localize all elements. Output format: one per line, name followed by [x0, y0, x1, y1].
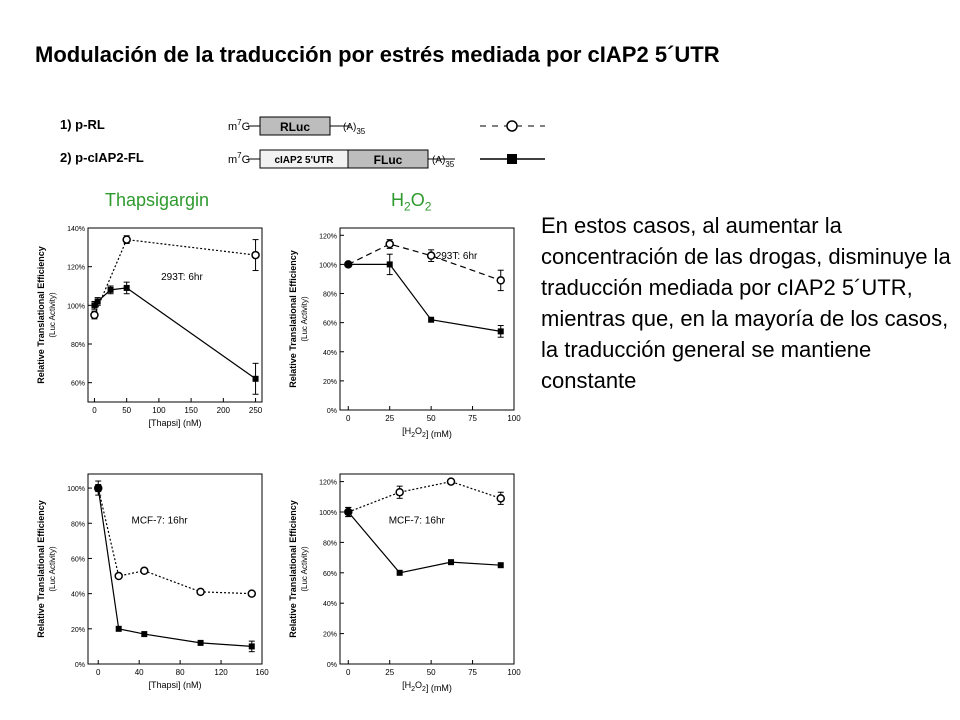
data-point-p-ciap2-fl — [124, 285, 130, 291]
y-tick-label: 80% — [70, 342, 85, 349]
x-tick-label: 100 — [152, 406, 166, 415]
data-point-p-rl — [497, 277, 504, 284]
data-point-p-ciap2-fl — [498, 328, 504, 334]
series-line-p-rl — [348, 244, 500, 280]
y-axis-label: Relative Translational Efficiency — [288, 250, 298, 388]
condition-label-thapsigargin: Thapsigargin — [105, 190, 210, 210]
y-tick-label: 40% — [322, 349, 337, 357]
y-tick-label: 60% — [322, 570, 337, 578]
open-circle-legend-icon — [507, 121, 517, 131]
data-point-p-rl — [123, 236, 130, 243]
y-tick-label: 20% — [322, 378, 337, 386]
body-text: En estos casos, al aumentar la concentración de las drogas, disminuye la traducción mediada por cIAP2 5´UTR, mientras que, en la mayoría de los casos, la traducción general se mantiene constante — [541, 213, 951, 393]
data-point-p-ciap2-fl — [498, 562, 504, 568]
x-tick-label: 0 — [92, 406, 97, 415]
x-tick-label: 100 — [507, 668, 521, 677]
y-axis-label: Relative Translational Efficiency — [36, 500, 46, 638]
data-point-p-ciap2-fl — [108, 287, 114, 293]
y-tick-label: 20% — [322, 631, 337, 639]
series-annotation: MCF-7: 16hr — [131, 515, 188, 527]
filled-square-legend-icon — [507, 154, 517, 164]
y-tick-label: 0% — [326, 408, 337, 415]
x-tick-label: 200 — [216, 406, 231, 415]
data-point-p-rl — [248, 590, 255, 597]
data-point-p-rl — [197, 588, 204, 595]
construct-diagram — [60, 110, 560, 180]
data-point-p-rl — [396, 489, 403, 496]
y-axis-sublabel: (Luc Activity) — [300, 296, 309, 342]
data-point-p-ciap2-fl — [116, 626, 122, 632]
construct-2-cap: $m^7G$ — [228, 151, 251, 166]
y-tick-label: 80% — [70, 521, 85, 529]
data-point-p-ciap2-fl — [387, 261, 393, 267]
y-tick-label: 100% — [67, 486, 85, 494]
data-point-p-ciap2-fl — [141, 631, 147, 637]
x-tick-label: 250 — [248, 406, 263, 415]
data-point-p-rl — [448, 478, 455, 485]
data-point-p-rl — [115, 573, 122, 580]
data-point-p-ciap2-fl — [95, 485, 101, 491]
x-axis-label: $[H_2O_2]$ (mM) — [402, 680, 452, 693]
data-point-p-rl — [497, 495, 504, 502]
x-tick-label: 100 — [507, 414, 521, 423]
y-tick-label: 140% — [67, 226, 85, 233]
chart-panel-thapsi-293t — [30, 220, 270, 436]
plot-frame — [88, 474, 262, 664]
series-line-p-ciap2-fl — [348, 264, 500, 331]
data-point-p-rl — [141, 567, 148, 574]
x-tick-label: 75 — [468, 414, 478, 423]
y-axis-sublabel: (Luc Activity) — [48, 546, 57, 592]
x-tick-label: 150 — [184, 406, 198, 415]
y-tick-label: 60% — [70, 556, 85, 564]
y-tick-label: 80% — [322, 540, 337, 548]
x-axis-label: [Thapsi] (nM) — [148, 418, 202, 428]
data-point-p-ciap2-fl — [345, 509, 351, 515]
x-tick-label: 160 — [255, 668, 269, 677]
series-line-p-rl — [348, 482, 500, 512]
slide-title: Modulación de la traducción por estrés mediada por cIAP2 5´UTR — [35, 42, 720, 67]
data-point-p-ciap2-fl — [448, 559, 454, 565]
construct-2-label: 2) p-cIAP2-FL — [60, 150, 144, 165]
data-point-p-ciap2-fl — [345, 261, 351, 267]
x-tick-label: 75 — [468, 668, 478, 677]
data-point-p-ciap2-fl — [428, 317, 434, 323]
y-axis-label: Relative Translational Efficiency — [36, 246, 46, 384]
y-tick-label: 120% — [67, 264, 85, 272]
series-annotation: MCF-7: 16hr — [388, 515, 445, 527]
y-axis-sublabel: (Luc Activity) — [300, 546, 309, 592]
plot-frame — [340, 474, 514, 664]
data-point-p-ciap2-fl — [249, 643, 255, 649]
data-point-p-ciap2-fl — [198, 640, 204, 646]
x-axis-label: $[H_2O_2]$ (mM) — [402, 426, 452, 439]
data-point-p-rl — [91, 312, 98, 319]
chart-panel-thapsi-mcf7 — [30, 466, 270, 698]
data-point-p-rl — [428, 252, 435, 259]
y-axis-sublabel: (Luc Activity) — [48, 292, 57, 338]
construct-1-label: 1) p-RL — [60, 117, 105, 132]
y-tick-label: 0% — [74, 662, 85, 669]
y-tick-label: 120% — [319, 479, 337, 487]
y-tick-label: 60% — [322, 320, 337, 328]
y-tick-label: 40% — [70, 591, 85, 599]
construct-1-tail: $(A)_{35}$ — [343, 122, 366, 136]
construct-1-cap: $m^7G$ — [228, 118, 251, 133]
series-annotation: 293T: 6hr — [161, 272, 203, 284]
x-tick-label: 25 — [385, 414, 395, 423]
y-tick-label: 120% — [319, 233, 337, 241]
y-tick-label: 80% — [322, 291, 337, 299]
plot-frame — [88, 228, 262, 402]
series-annotation: 293T: 6hr — [435, 250, 478, 262]
y-tick-label: 100% — [319, 262, 337, 270]
series-line-p-ciap2-fl — [94, 288, 255, 379]
y-axis-label: Relative Translational Efficiency — [288, 500, 298, 638]
x-tick-label: 120 — [214, 668, 228, 677]
chart-panel-h2o2-293t — [282, 220, 522, 444]
y-tick-label: 60% — [70, 380, 85, 388]
x-tick-label: 0 — [346, 668, 351, 677]
x-tick-label: 50 — [426, 668, 436, 677]
data-point-p-rl — [386, 241, 393, 248]
y-tick-label: 20% — [70, 626, 85, 634]
y-tick-label: 40% — [322, 601, 337, 609]
data-point-p-ciap2-fl — [397, 570, 403, 576]
x-tick-label: 0 — [96, 668, 101, 677]
chart-panel-h2o2-mcf7 — [282, 466, 522, 698]
x-axis-label: [Thapsi] (nM) — [148, 680, 202, 690]
x-tick-label: 40 — [134, 668, 144, 677]
x-tick-label: 0 — [346, 414, 351, 423]
y-tick-label: 100% — [67, 303, 85, 311]
construct-2-tail: $(A)_{35}$ — [432, 155, 455, 169]
data-point-p-rl — [252, 252, 259, 259]
data-point-p-ciap2-fl — [95, 298, 101, 304]
construct-2-box-label: FLuc — [373, 153, 403, 167]
construct-2-utr-label: cIAP2 5'UTR — [274, 155, 334, 166]
y-tick-label: 0% — [326, 662, 337, 669]
data-point-p-ciap2-fl — [253, 376, 259, 382]
y-tick-label: 100% — [319, 510, 337, 517]
construct-1-box-label: RLuc — [280, 120, 310, 134]
x-tick-label: 80 — [175, 668, 185, 677]
x-tick-label: 25 — [385, 668, 395, 677]
series-line-p-ciap2-fl — [98, 488, 252, 646]
x-tick-label: 50 — [426, 414, 436, 423]
x-tick-label: 50 — [122, 406, 132, 415]
condition-label-h2o2: $H_2O_2$ — [391, 190, 432, 214]
